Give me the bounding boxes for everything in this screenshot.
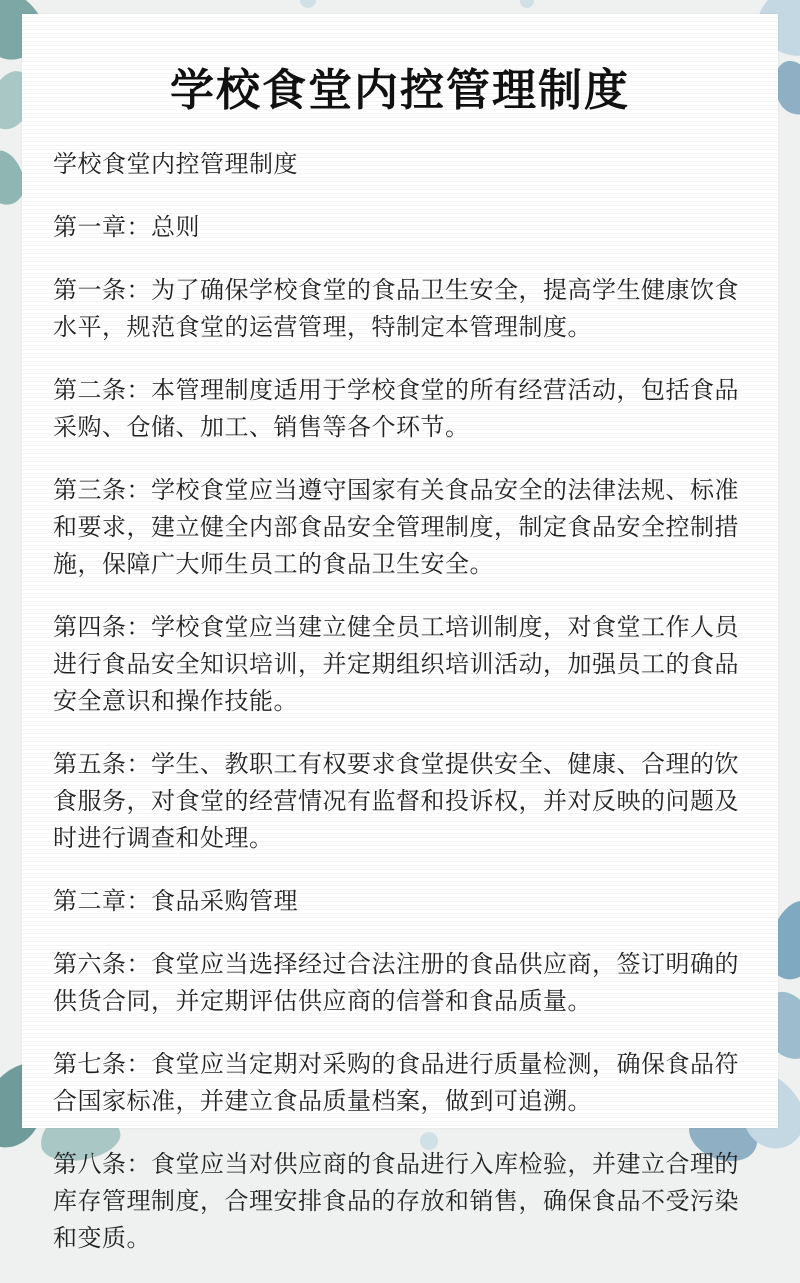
chapter-heading: 第二章：食品采购管理: [53, 887, 298, 915]
chapter-heading: 第一章：总则: [53, 213, 200, 241]
paragraph: 第四条：学校食堂应当建立健全员工培训制度，对食堂工作人员进行食品安全知识培训，并定期组织培训活动，加强员工的食品安全意识和操作技能。: [53, 613, 739, 715]
paragraph: 第六条：食堂应当选择经过合法注册的食品供应商，签订明确的供货合同，并定期评估供应商的信誉和食品质量。: [53, 950, 739, 1015]
paragraph: 第七条：食堂应当定期对采购的食品进行质量检测，确保食品符合国家标准，并建立食品质量档案，做到可追溯。: [53, 1050, 739, 1115]
document-body: [53, 146, 753, 1283]
paragraph: 第三条：学校食堂应当遵守国家有关食品安全的法律法规、标准和要求，建立健全内部食品安全管理制度，制定食品安全控制措施，保障广大师生员工的食品卫生安全。: [53, 476, 739, 578]
paragraph: 第五条：学生、教职工有权要求食堂提供安全、健康、合理的饮食服务，对食堂的经营情况有监督和投诉权，并对反映的问题及时进行调查和处理。: [53, 750, 739, 852]
paragraph: 第二条：本管理制度适用于学校食堂的所有经营活动，包括食品采购、仓储、加工、销售等各个环节。: [53, 376, 739, 441]
paragraph: 第一条：为了确保学校食堂的食品卫生安全，提高学生健康饮食水平，规范食堂的运营管理，特制定本管理制度。: [53, 276, 739, 341]
paragraph: 第八条：食堂应当对供应商的食品进行入库检验，并建立合理的库存管理制度，合理安排食品的存放和销售，确保食品不受污染和变质。: [53, 1150, 739, 1252]
paragraph: 学校食堂内控管理制度: [53, 150, 298, 178]
flower-decoration-icon: [300, 0, 316, 8]
document-title: 学校食堂内控管理制度: [170, 65, 630, 116]
flower-decoration-icon: [520, 0, 534, 8]
